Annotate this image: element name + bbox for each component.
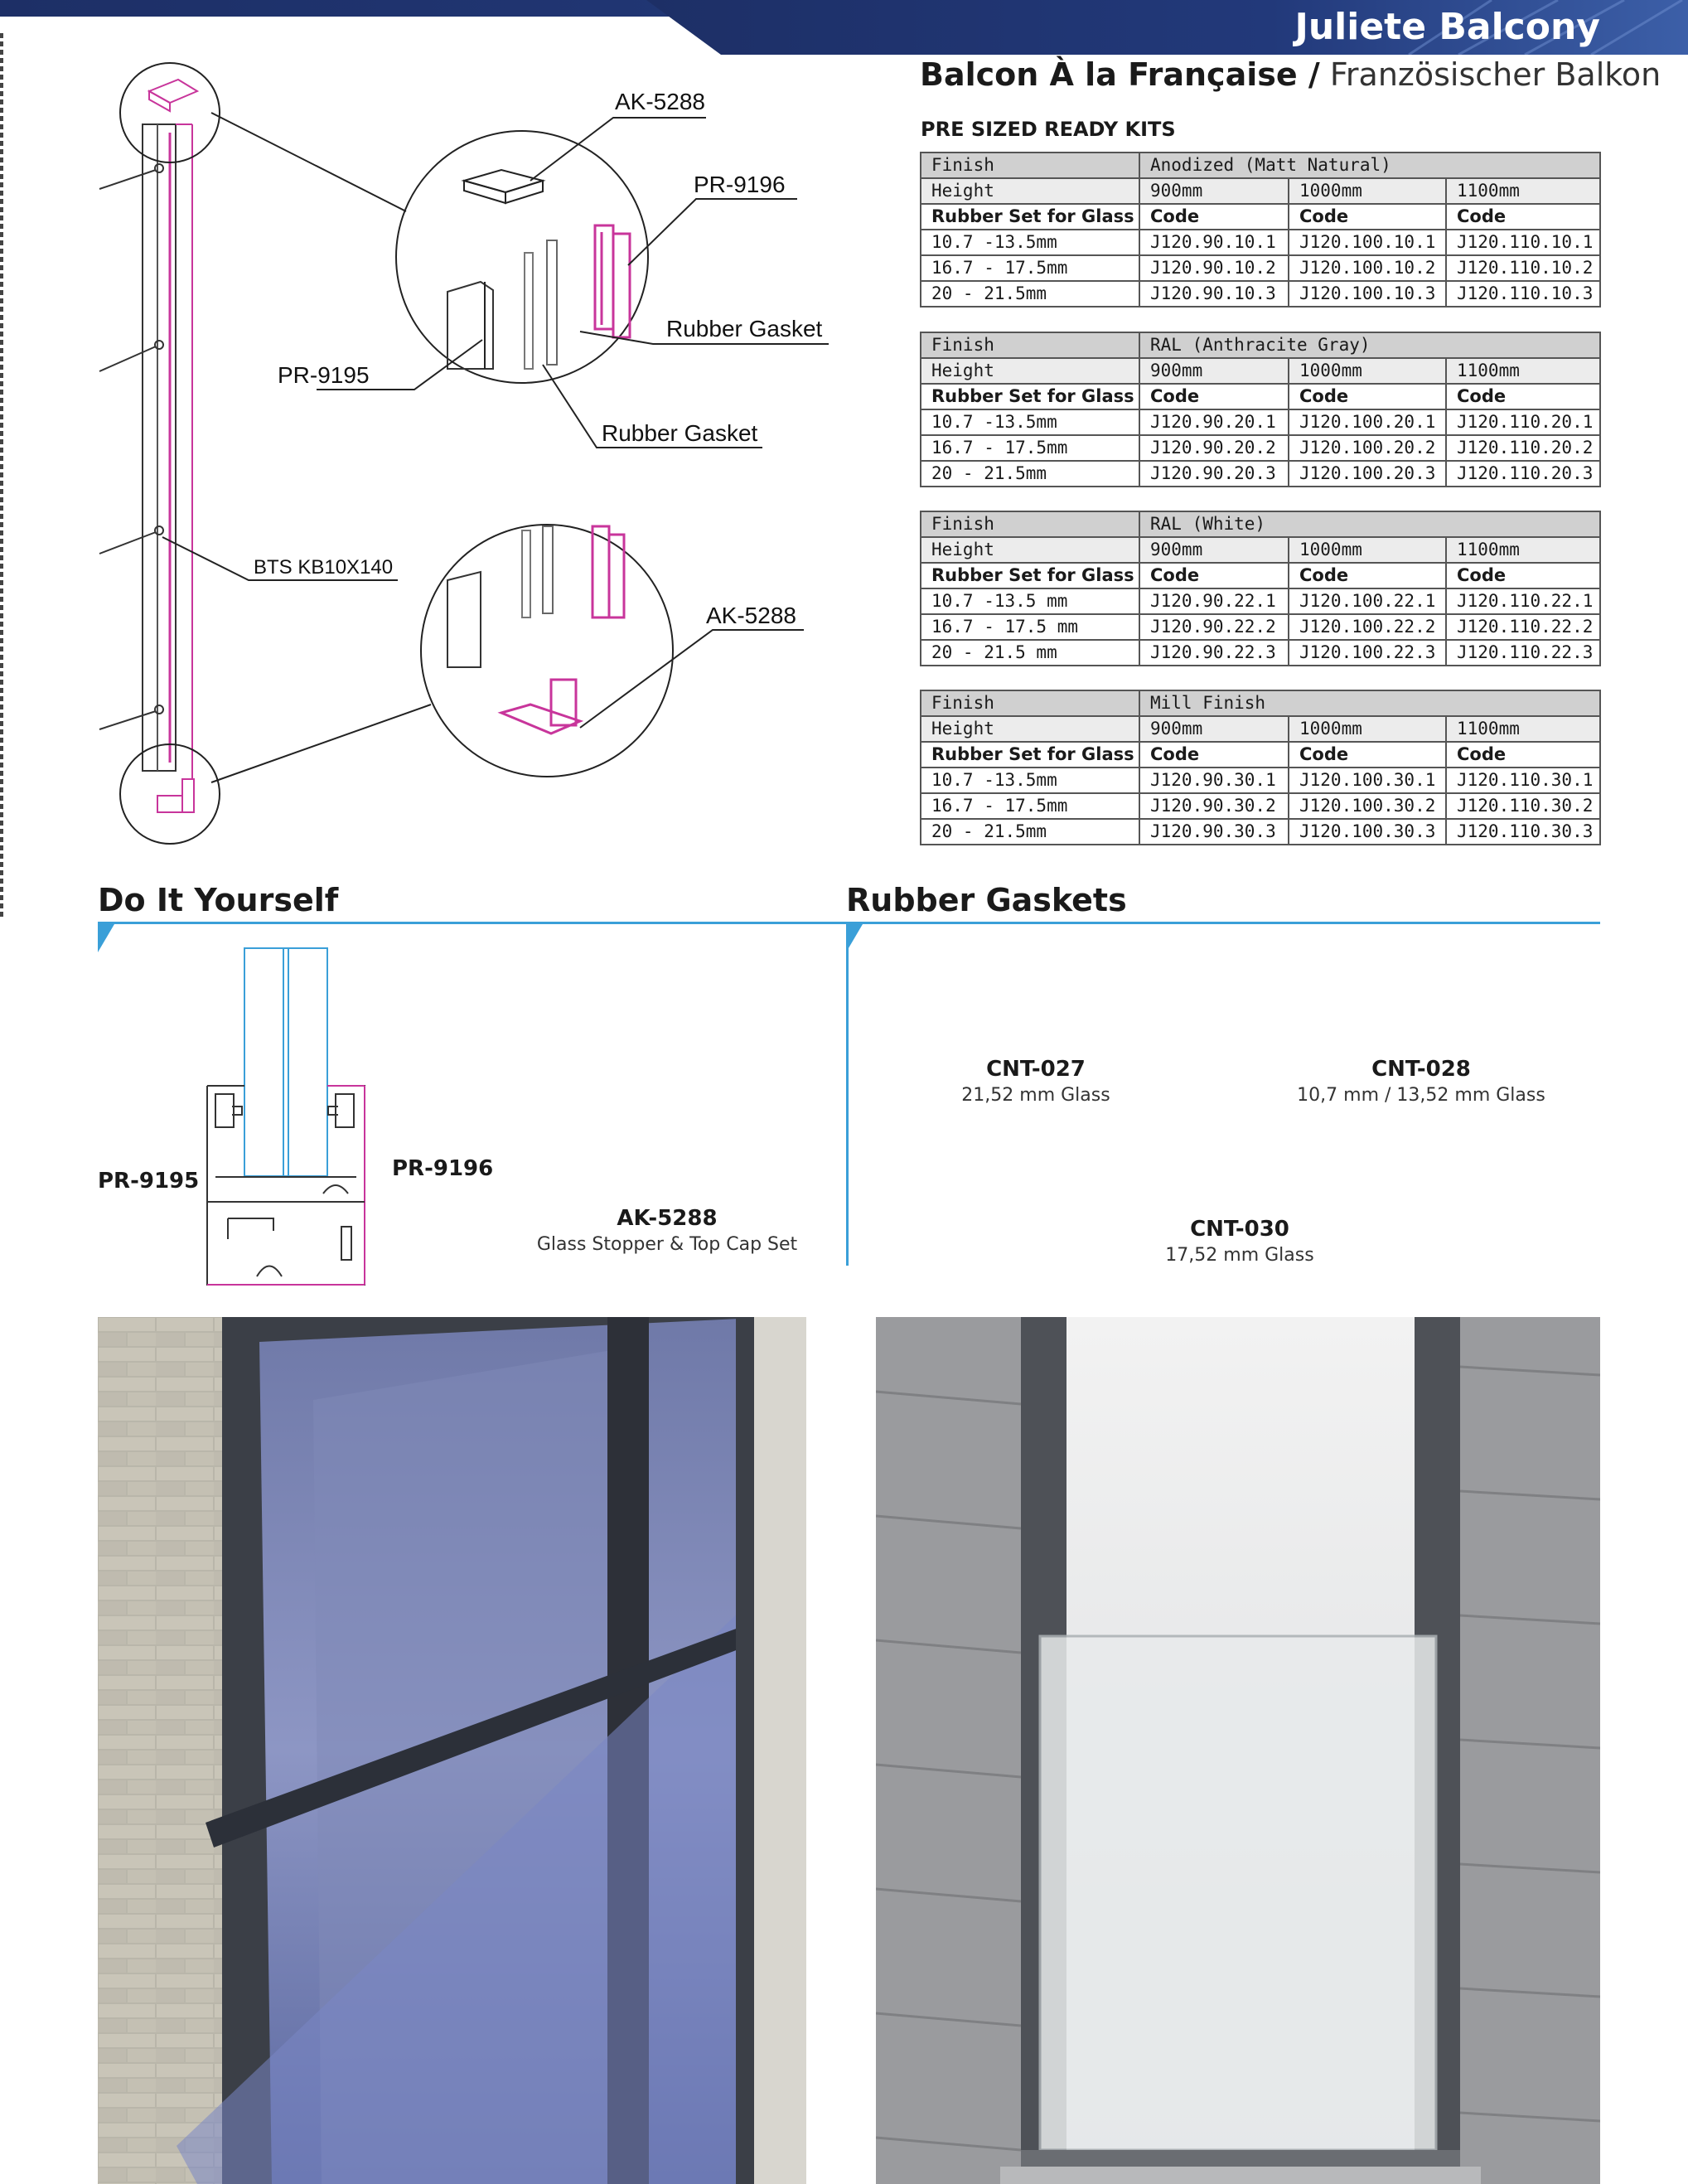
- height-label: Height: [921, 178, 1139, 204]
- gasket-code: CNT-030: [1190, 1217, 1289, 1242]
- table-row: [921, 281, 1600, 307]
- finish-label: Finish: [921, 153, 1139, 178]
- gaskets-rule: [846, 922, 1600, 924]
- gasket-code: CNT-028: [1371, 1057, 1471, 1082]
- diy-rule: [98, 922, 848, 924]
- column-header: Code: [1139, 204, 1289, 230]
- code-header-row: [921, 384, 1600, 409]
- diy-ak-desc: Glass Stopper & Top Cap Set: [536, 1234, 798, 1255]
- table-cell: 16.7 - 17.5mm: [921, 255, 1139, 281]
- table-cell: J120.110.10.2: [1446, 255, 1600, 281]
- height-cell: 900mm: [1139, 716, 1289, 742]
- table-cell: J120.110.30.3: [1446, 819, 1600, 845]
- table-cell: J120.90.22.1: [1139, 588, 1289, 614]
- height-cell: 1000mm: [1289, 358, 1446, 384]
- table-cell: J120.100.30.1: [1289, 768, 1446, 793]
- table-cell: 20 - 21.5mm: [921, 281, 1139, 307]
- table-cell: 10.7 -13.5 mm: [921, 588, 1139, 614]
- finish-value: Mill Finish: [1139, 690, 1600, 716]
- column-header: Code: [1446, 563, 1600, 588]
- table-cell: J120.100.10.3: [1289, 281, 1446, 307]
- table-cell: J120.100.30.2: [1289, 793, 1446, 819]
- balcony-photo-blue-glass: [98, 1317, 806, 2184]
- diy-label-pr9195: PR-9195: [98, 1169, 200, 1194]
- gasket-item: [1255, 1057, 1587, 1106]
- table-row: [921, 793, 1600, 819]
- height-cell: 1000mm: [1289, 716, 1446, 742]
- column-header: Code: [1289, 563, 1446, 588]
- gasket-code: CNT-027: [986, 1057, 1086, 1082]
- table-cell: J120.90.30.2: [1139, 793, 1289, 819]
- table-row: [921, 819, 1600, 845]
- code-header-row: [921, 563, 1600, 588]
- page-title: Juliete Balcony: [1294, 6, 1600, 48]
- kit-table-anodized: [920, 152, 1601, 308]
- finish-row: [921, 332, 1600, 358]
- height-label: Height: [921, 358, 1139, 384]
- column-header: Rubber Set for Glass: [921, 563, 1139, 588]
- table-cell: 16.7 - 17.5 mm: [921, 614, 1139, 640]
- height-label: Height: [921, 537, 1139, 563]
- gasket-desc: 21,52 mm Glass: [961, 1085, 1110, 1106]
- table-cell: 10.7 -13.5mm: [921, 409, 1139, 435]
- column-header: Rubber Set for Glass: [921, 204, 1139, 230]
- column-header: Code: [1289, 384, 1446, 409]
- height-cell: 900mm: [1139, 537, 1289, 563]
- table-cell: 20 - 21.5mm: [921, 819, 1139, 845]
- table-cell: 16.7 - 17.5mm: [921, 435, 1139, 461]
- height-row: [921, 537, 1600, 563]
- height-cell: 1100mm: [1446, 537, 1600, 563]
- table-row: [921, 255, 1600, 281]
- table-cell: J120.90.20.3: [1139, 461, 1289, 487]
- table-row: [921, 614, 1600, 640]
- table-cell: J120.110.20.1: [1446, 409, 1600, 435]
- table-cell: J120.90.22.3: [1139, 640, 1289, 666]
- table-cell: 16.7 - 17.5mm: [921, 793, 1139, 819]
- code-header-row: [921, 742, 1600, 768]
- column-header: Code: [1289, 742, 1446, 768]
- table-cell: J120.90.30.3: [1139, 819, 1289, 845]
- diy-rule-marker: [98, 924, 114, 952]
- table-cell: J120.110.30.1: [1446, 768, 1600, 793]
- table-cell: J120.110.10.3: [1446, 281, 1600, 307]
- table-cell: J120.100.20.3: [1289, 461, 1446, 487]
- table-cell: J120.100.22.1: [1289, 588, 1446, 614]
- table-cell: J120.90.22.2: [1139, 614, 1289, 640]
- diy-title: Do It Yourself: [98, 882, 339, 918]
- table-cell: J120.90.20.2: [1139, 435, 1289, 461]
- table-cell: 10.7 -13.5mm: [921, 768, 1139, 793]
- column-header: Code: [1446, 204, 1600, 230]
- height-row: [921, 358, 1600, 384]
- gasket-desc: 17,52 mm Glass: [1165, 1245, 1314, 1266]
- gasket-item: [912, 1057, 1160, 1106]
- table-cell: J120.100.30.3: [1289, 819, 1446, 845]
- table-cell: J120.90.30.1: [1139, 768, 1289, 793]
- finish-row: [921, 511, 1600, 537]
- finish-value: RAL (Anthracite Gray): [1139, 332, 1600, 358]
- height-cell: 1100mm: [1446, 178, 1600, 204]
- gaskets-title: Rubber Gaskets: [846, 882, 1127, 918]
- diagram-label: Rubber Gasket: [666, 316, 823, 341]
- table-row: [921, 230, 1600, 255]
- gasket-desc: 10,7 mm / 13,52 mm Glass: [1297, 1085, 1545, 1106]
- diy-label-pr9196: PR-9196: [392, 1156, 494, 1181]
- table-row: [921, 461, 1600, 487]
- diy-ak-caption: [530, 1206, 804, 1255]
- table-cell: J120.90.20.1: [1139, 409, 1289, 435]
- subtitle-bold: Balcon À la Française /: [920, 56, 1320, 93]
- column-header: Rubber Set for Glass: [921, 742, 1139, 768]
- column-header: Code: [1139, 384, 1289, 409]
- height-cell: 1000mm: [1289, 537, 1446, 563]
- height-label: Height: [921, 716, 1139, 742]
- diagram-label: AK-5288: [706, 603, 796, 628]
- column-header: Code: [1446, 384, 1600, 409]
- table-cell: J120.90.10.3: [1139, 281, 1289, 307]
- table-cell: 20 - 21.5mm: [921, 461, 1139, 487]
- finish-value: RAL (White): [1139, 511, 1600, 537]
- table-cell: 10.7 -13.5mm: [921, 230, 1139, 255]
- column-header: Code: [1446, 742, 1600, 768]
- finish-value: Anodized (Matt Natural): [1139, 153, 1600, 178]
- table-cell: J120.100.10.2: [1289, 255, 1446, 281]
- height-cell: 1100mm: [1446, 716, 1600, 742]
- diagram-label: PR-9195: [278, 362, 370, 388]
- finish-row: [921, 690, 1600, 716]
- table-cell: J120.100.20.1: [1289, 409, 1446, 435]
- column-header: Rubber Set for Glass: [921, 384, 1139, 409]
- diy-ak-code: AK-5288: [617, 1206, 718, 1231]
- height-row: [921, 178, 1600, 204]
- diagram-label: Rubber Gasket: [602, 420, 758, 446]
- column-header: Code: [1139, 563, 1289, 588]
- kit-table-mill: [920, 690, 1601, 845]
- kits-heading: PRE SIZED READY KITS: [921, 118, 1176, 141]
- table-cell: J120.100.20.2: [1289, 435, 1446, 461]
- height-cell: 900mm: [1139, 178, 1289, 204]
- table-cell: J120.110.30.2: [1446, 793, 1600, 819]
- finish-row: [921, 153, 1600, 178]
- table-cell: J120.90.10.2: [1139, 255, 1289, 281]
- table-row: [921, 588, 1600, 614]
- height-row: [921, 716, 1600, 742]
- table-cell: J120.100.22.2: [1289, 614, 1446, 640]
- column-header: Code: [1139, 742, 1289, 768]
- profile-section-drawing: [199, 945, 373, 1293]
- section-divider: [846, 924, 849, 1266]
- assembly-diagram: [0, 50, 878, 854]
- table-row: [921, 409, 1600, 435]
- column-header: Code: [1289, 204, 1446, 230]
- finish-label: Finish: [921, 511, 1139, 537]
- diagram-label: PR-9196: [694, 172, 786, 197]
- kit-table-white: [920, 511, 1601, 666]
- diagram-label: AK-5288: [615, 89, 705, 114]
- finish-label: Finish: [921, 690, 1139, 716]
- subtitle-thin: Französischer Balkon: [1329, 56, 1661, 93]
- table-cell: J120.100.10.1: [1289, 230, 1446, 255]
- table-row: [921, 640, 1600, 666]
- gasket-item: [1115, 1217, 1364, 1266]
- finish-label: Finish: [921, 332, 1139, 358]
- table-cell: J120.110.22.2: [1446, 614, 1600, 640]
- diagram-label: BTS KB10X140: [254, 556, 394, 579]
- kit-table-anthracite: [920, 332, 1601, 487]
- subtitle: [920, 56, 1661, 93]
- height-cell: 900mm: [1139, 358, 1289, 384]
- table-cell: J120.110.20.3: [1446, 461, 1600, 487]
- balcony-photo-frosted-glass: [876, 1317, 1600, 2184]
- height-cell: 1000mm: [1289, 178, 1446, 204]
- table-cell: J120.110.22.1: [1446, 588, 1600, 614]
- table-cell: J120.110.10.1: [1446, 230, 1600, 255]
- table-cell: J120.110.22.3: [1446, 640, 1600, 666]
- table-cell: J120.110.20.2: [1446, 435, 1600, 461]
- table-row: [921, 768, 1600, 793]
- code-header-row: [921, 204, 1600, 230]
- table-cell: 20 - 21.5 mm: [921, 640, 1139, 666]
- table-row: [921, 435, 1600, 461]
- table-cell: J120.90.10.1: [1139, 230, 1289, 255]
- table-cell: J120.100.22.3: [1289, 640, 1446, 666]
- height-cell: 1100mm: [1446, 358, 1600, 384]
- gaskets-rule-marker: [846, 924, 863, 952]
